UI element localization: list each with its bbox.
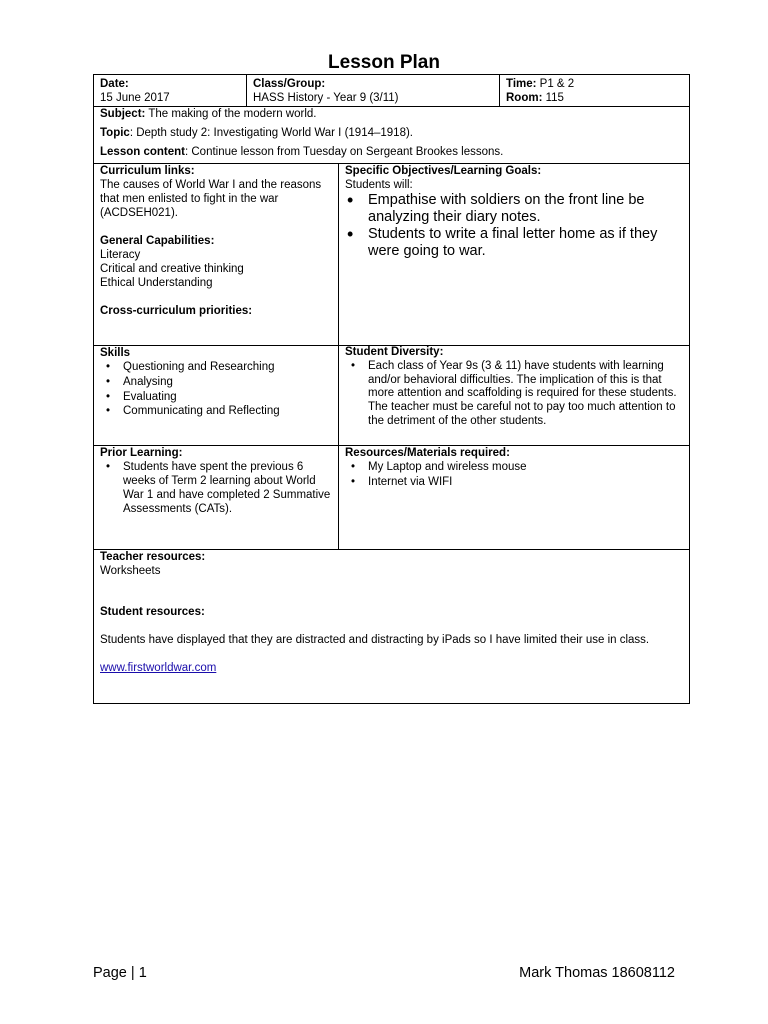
class-label: Class/Group: (253, 78, 326, 90)
capability-item: Critical and creative thinking (100, 263, 244, 275)
prior-learning-cell (100, 446, 334, 516)
diversity-label: Student Diversity: (345, 346, 444, 358)
class-value: HASS History - Year 9 (3/11) (253, 92, 399, 104)
prior-learning-label: Prior Learning: (100, 447, 183, 459)
prior-learning-item: • Students have spent the previous 6 weeks of Term 2 learning about World War 1 and have completed 2 Summative Assessments (CATs). (100, 460, 334, 516)
class-cell (253, 77, 497, 105)
time-label: Time: (506, 78, 537, 90)
author-footer: Mark Thomas 18608112 (519, 965, 675, 981)
room-label: Room: (506, 92, 543, 104)
skills-list (100, 360, 334, 419)
materials-label: Resources/Materials required: (345, 447, 510, 459)
skill-item: • Evaluating (100, 390, 334, 405)
page-title: Lesson Plan (328, 52, 440, 73)
objective-item: • Empathise with soldiers on the front line be analyzing their diary notes. (345, 192, 685, 226)
time-room-cell (506, 77, 686, 105)
capabilities-label: General Capabilities: (100, 235, 215, 247)
curriculum-label: Curriculum links: (100, 165, 195, 177)
subject-label: Subject: (100, 108, 146, 120)
skill-item: • Questioning and Researching (100, 360, 334, 375)
objective-item: • Students to write a final letter home as if they were going to war. (345, 226, 685, 260)
room-value: 115 (542, 92, 564, 104)
time-value: P1 & 2 (536, 78, 575, 90)
curriculum-cell (100, 164, 334, 318)
skill-item: • Analysing (100, 375, 334, 390)
date-cell (100, 77, 244, 105)
resources-cell (100, 550, 685, 675)
objectives-cell (345, 164, 685, 260)
student-resources-text: Students have displayed that they are distracted and distracting by iPads so I have limited their use in class. (100, 634, 650, 646)
cross-curriculum-label: Cross-curriculum priorities: (100, 305, 253, 317)
objectives-intro: Students will: (345, 179, 413, 191)
column-divider (499, 75, 500, 106)
teacher-resources-label: Teacher resources: (100, 551, 206, 563)
topic-value: : Depth study 2: Investigating World War I (1914–1918). (129, 127, 413, 139)
skills-label: Skills (100, 347, 131, 359)
column-divider (338, 163, 339, 549)
capability-item: Literacy (100, 249, 141, 261)
objectives-label: Specific Objectives/Learning Goals: (345, 165, 542, 177)
topic-label: Topic (100, 127, 130, 139)
material-item: • Internet via WIFI (345, 475, 685, 490)
materials-cell (345, 446, 685, 490)
diversity-cell (345, 346, 685, 429)
skills-cell (100, 346, 334, 419)
curriculum-text: The causes of World War I and the reasons that men enlisted to fight in the war (ACDSEH021). (100, 179, 322, 219)
prior-learning-list (100, 460, 334, 516)
column-divider (246, 75, 247, 106)
teacher-resources-value: Worksheets (100, 565, 161, 577)
material-item: • My Laptop and wireless mouse (345, 460, 685, 475)
objectives-list (345, 192, 685, 260)
diversity-item: • Each class of Year 9s (3 & 11) have students with learning and/or behavioral difficulties. The implication of this is that more attention and scaffolding is required for these students. The teacher must be careful not to pay too much attention to the detriment of the other students. (345, 360, 685, 429)
page-number: Page | 1 (93, 965, 147, 981)
subject-value: The making of the modern world. (145, 108, 317, 120)
lesson-content-value: : Continue lesson from Tuesday on Sergeant Brookes lessons. (184, 146, 504, 158)
lesson-content-label: Lesson content (100, 146, 185, 158)
firstworldwar-link[interactable]: www.firstworldwar.com (100, 662, 217, 674)
skill-item: • Communicating and Reflecting (100, 404, 334, 419)
date-label: Date: (100, 78, 129, 90)
student-resources-label: Student resources: (100, 606, 205, 618)
date-value: 15 June 2017 (100, 92, 170, 104)
capability-item: Ethical Understanding (100, 277, 213, 289)
lesson-plan-table (93, 74, 690, 704)
overview-cell (100, 107, 685, 159)
diversity-list (345, 360, 685, 429)
materials-list (345, 460, 685, 490)
